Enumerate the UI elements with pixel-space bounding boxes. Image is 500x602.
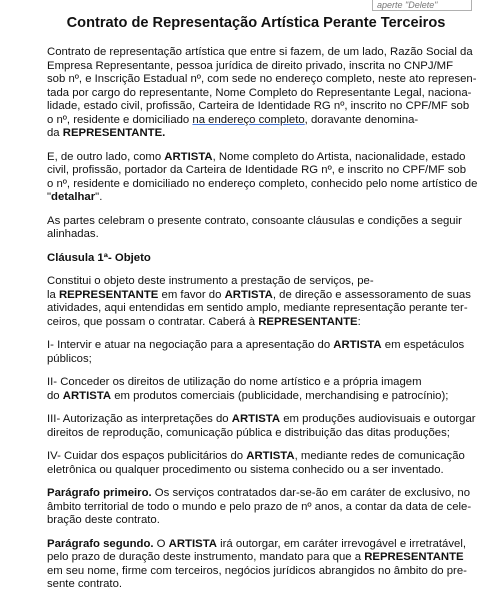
text-line	[47, 316, 465, 330]
text-line	[47, 302, 468, 316]
text-line	[47, 514, 465, 528]
text-line	[47, 413, 476, 427]
text-run: bração deste contrato.	[47, 514, 160, 526]
text-run: :	[357, 315, 361, 328]
text-run: I- Intervir e atuar na negociação para a apresentação do	[47, 339, 334, 351]
bold-text: ARTISTA	[246, 450, 295, 462]
text-line	[47, 538, 465, 552]
text-run: eletrônica ou qualquer procedimento ou sistema conhecido ou a ser inventado.	[47, 463, 444, 476]
text-line	[47, 275, 465, 289]
bold-text: REPRESENTANTE	[258, 315, 358, 328]
bold-text: ARTISTA	[231, 413, 281, 425]
text-run: sob nº, e Inscrição Estadual nº, com sede no endereço completo, neste ato represen-	[47, 73, 477, 85]
text-run: E, de outro lado, como	[47, 150, 165, 163]
bold-text: ARTISTA	[164, 150, 213, 163]
text-run: da	[47, 127, 63, 139]
bold-text: Cláusula 1ª- Objeto	[47, 251, 151, 264]
text-run: o nº, residente e domiciliado no endereço completo, conhecido pelo nome artístico de	[47, 177, 478, 190]
bold-text: REPRESENTANTE.	[62, 127, 166, 139]
text-line	[47, 228, 465, 242]
text-line	[47, 191, 465, 205]
text-line	[47, 390, 465, 404]
text-run: "	[47, 191, 52, 203]
text-run: la	[47, 288, 59, 301]
text-line	[47, 565, 465, 579]
text-line	[47, 487, 471, 501]
paragraph	[47, 150, 478, 205]
text-run: em seu nome, firme com terceiros, negócios jurídicos abrangidos no âmbito do pre-	[47, 564, 467, 577]
text-run: sente contrato.	[47, 578, 123, 590]
text-run: Contrato de representação artística que entre si fazem, de um lado, Razão Social da	[47, 46, 473, 58]
paragraph	[47, 339, 465, 366]
text-run: atividades, aqui entendidas em sentido amplo, mediante representação perante ter-	[47, 302, 468, 314]
text-run: em produtos comerciais (publicidade, merchandising e patrocínio);	[111, 389, 449, 402]
paragraph	[47, 46, 477, 141]
text-run: , doravante denomina-	[304, 113, 419, 126]
text-run: na endereço completo	[192, 113, 305, 126]
text-run: em produções audiovisuais e outorgar	[280, 413, 476, 425]
text-line	[47, 73, 477, 87]
text-line	[47, 114, 465, 128]
document-body	[47, 46, 478, 592]
text-run: pelo prazo de duração deste instrumento, mandato para que a	[47, 551, 365, 563]
text-run: ceiros, que possam o contratar. Caberá à	[47, 315, 259, 328]
paragraph	[47, 487, 472, 528]
bold-text: REPRESENTANTE	[364, 551, 464, 563]
text-line	[47, 376, 465, 390]
text-line	[47, 177, 478, 192]
text-line	[47, 427, 465, 441]
text-line	[47, 464, 465, 478]
text-run: o nº, residente e domiciliado	[47, 113, 193, 126]
text-run: Empresa Representante, pessoa jurídica de direito privado, inscrita no CNPJ/MF	[47, 59, 454, 72]
text-run: tada por cargo do representante, Nome Completo do Representante Legal, naciona-	[47, 86, 472, 99]
bold-text: REPRESENTANTE	[58, 288, 159, 301]
text-run: alinhadas.	[47, 228, 99, 240]
text-line	[47, 252, 465, 266]
text-run: irá outorgar, em caráter irrevogável e irretratável,	[216, 537, 467, 550]
document-title: Contrato de Representação Artística Perante Terceiros	[66, 15, 446, 31]
bold-text: ARTISTA	[168, 537, 217, 550]
text-run: civil, profissão, portador da Carteira de Identidade RG nº, e inscrito no CPF/MF sob	[47, 164, 467, 176]
paragraph	[47, 215, 465, 242]
text-line	[47, 578, 465, 592]
text-run: públicos;	[47, 352, 92, 365]
text-line	[47, 164, 465, 178]
bold-text: ARTISTA	[333, 339, 382, 351]
text-line	[47, 86, 472, 101]
text-line	[47, 353, 465, 367]
text-run: , mediante redes de comunicação	[294, 450, 465, 462]
text-run: ".	[95, 191, 103, 203]
text-line	[47, 500, 472, 515]
text-run: II- Conceder os direitos de utilização do nome artístico e a própria imagem	[47, 376, 422, 388]
text-run: em espetáculos	[381, 339, 465, 351]
paragraph	[47, 376, 465, 403]
text-run: , Nome completo do Artista, nacionalidade, estado	[212, 150, 466, 163]
text-run: , de direção e assessoramento de suas	[272, 288, 471, 301]
text-run: As partes celebram o presente contrato, consoante cláusulas e condições a seguir	[47, 214, 462, 227]
text-run: Constitui o objeto deste instrumento a prestação de serviços, pe-	[47, 275, 374, 287]
bold-text: detalhar	[51, 191, 96, 203]
text-line	[47, 100, 470, 114]
bold-text: ARTISTA	[62, 389, 112, 402]
bold-text: Parágrafo segundo.	[47, 537, 154, 550]
text-line	[47, 60, 465, 74]
text-run: III- Autorização as interpretações do	[47, 413, 232, 425]
text-line	[47, 450, 465, 464]
text-run: Os serviços contratados dar-se-ão em caráter de exclusivo, no	[151, 487, 471, 499]
paragraph	[47, 275, 471, 329]
text-line	[47, 288, 471, 303]
text-line	[47, 127, 465, 141]
text-line	[47, 46, 473, 60]
text-run: IV- Cuidar dos espaços publicitários do	[47, 450, 247, 462]
text-run: em favor do	[158, 288, 225, 301]
hint-box: aperte "Delete"	[372, 0, 472, 11]
text-run: lidade, estado civil, profissão, Carteira de Identidade RG nº, inscrito no CPF/MF sob	[47, 100, 470, 112]
text-run: O	[153, 537, 169, 550]
bold-text: Parágrafo primeiro.	[47, 487, 152, 499]
text-run: âmbito territorial de todo o mundo e pelo prazo de nº anos, a contar da data de cele-	[47, 500, 472, 513]
paragraph	[47, 538, 465, 592]
paragraph	[47, 252, 465, 266]
bold-text: ARTISTA	[224, 288, 273, 301]
paragraph	[47, 450, 465, 477]
text-line	[47, 151, 465, 165]
text-line	[47, 215, 465, 229]
text-run: do	[47, 389, 63, 402]
text-line	[47, 339, 465, 353]
document-page	[47, 14, 478, 602]
text-line	[47, 551, 465, 565]
text-run: direitos de reprodução, comunicação pública e distribuição das ditas produções;	[47, 426, 450, 439]
paragraph	[47, 413, 476, 440]
